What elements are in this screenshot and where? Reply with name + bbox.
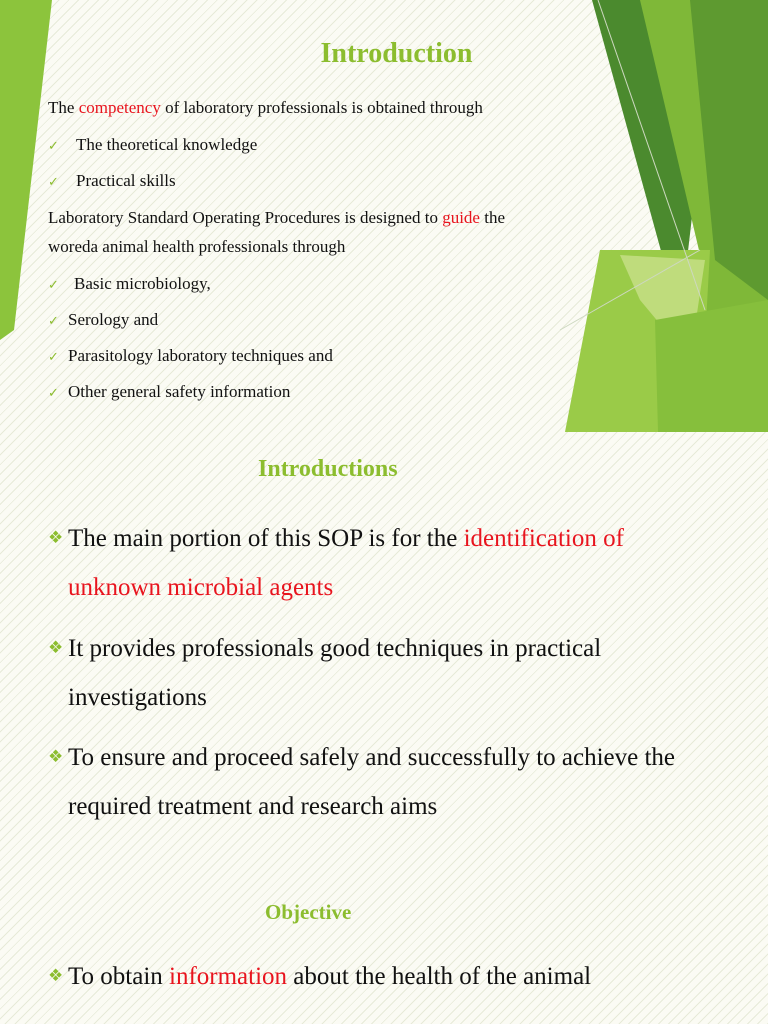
slide-introductions	[0, 432, 768, 852]
slide-title: Introductions	[258, 456, 398, 482]
sop-paragraph-line2: woreda animal health professionals through	[48, 237, 346, 256]
slide-title: Introduction	[320, 38, 473, 69]
list-item: ✓ The theoretical knowledge	[48, 134, 257, 157]
intro-paragraph: The competency of laboratory professionals is obtained through	[48, 98, 483, 117]
list-item: ✓ Parasitology laboratory techniques and	[48, 345, 333, 368]
slide-objective	[0, 852, 768, 1024]
highlight-guide: guide	[442, 208, 480, 227]
check-icon: ✓	[48, 349, 59, 364]
sop-paragraph-line1: Laboratory Standard Operating Procedures is designed to guide the	[48, 208, 506, 227]
bullet-continuation: unknown microbial agents	[68, 574, 334, 601]
diamond-bullet-icon: ❖	[48, 638, 64, 657]
highlight-competency: competency	[78, 98, 161, 117]
diamond-bullet-icon: ❖	[48, 966, 64, 985]
diamond-bullet-icon: ❖	[48, 528, 64, 547]
slide-title: Objective	[265, 900, 352, 924]
bullet-line: ❖ It provides professionals good techniques in practical	[48, 632, 601, 665]
bullet-continuation: investigations	[68, 684, 207, 711]
bullet-line: ❖ The main portion of this SOP is for the identification of	[48, 522, 624, 555]
bullet-continuation: required treatment and research aims	[68, 793, 438, 820]
list-item: ✓ Basic microbiology,	[48, 273, 211, 296]
check-icon: ✓	[48, 174, 59, 189]
list-item: ✓ Practical skills	[48, 170, 176, 193]
list-item: ✓ Other general safety information	[48, 381, 290, 404]
check-icon: ✓	[48, 385, 59, 400]
slide-introduction	[0, 0, 768, 432]
bullet-line: ❖ To obtain information about the health of the animal	[48, 960, 591, 993]
list-item: ✓ Serology and	[48, 309, 158, 332]
check-icon: ✓	[48, 277, 59, 292]
bullet-line: ❖ To ensure and proceed safely and successfully to achieve the	[48, 741, 675, 774]
check-icon: ✓	[48, 313, 59, 328]
diamond-bullet-icon: ❖	[48, 747, 64, 766]
check-icon: ✓	[48, 138, 59, 153]
